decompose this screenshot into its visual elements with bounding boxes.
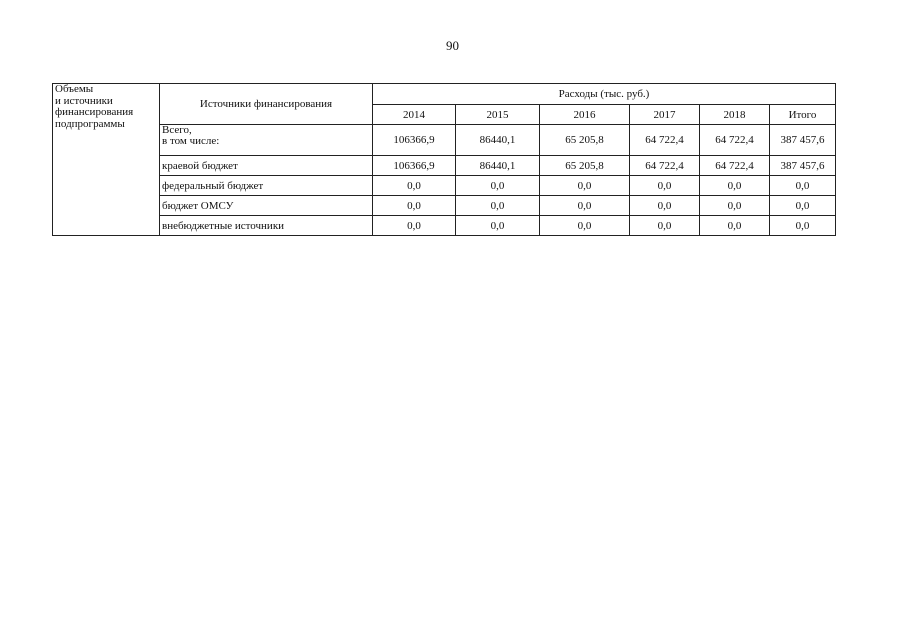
year-header: 2015 <box>456 105 540 125</box>
value-cell: 0,0 <box>700 216 770 236</box>
value-cell: 0,0 <box>630 176 700 196</box>
financing-table <box>52 83 836 236</box>
value-cell: 0,0 <box>540 196 630 216</box>
value-cell: 387 457,6 <box>770 125 836 156</box>
value-cell: 0,0 <box>770 176 836 196</box>
year-header: 2017 <box>630 105 700 125</box>
subprogram-funding-caption <box>53 84 160 236</box>
value-cell: 0,0 <box>770 216 836 236</box>
value-cell: 0,0 <box>540 176 630 196</box>
total-header: Итого <box>770 105 836 125</box>
value-cell: 0,0 <box>456 196 540 216</box>
expenses-header: Расходы (тыс. руб.) <box>373 84 836 105</box>
value-cell: 0,0 <box>700 196 770 216</box>
row-label: внебюджетные источники <box>160 216 373 236</box>
table-row <box>53 125 836 156</box>
table-row <box>53 176 836 196</box>
value-cell: 0,0 <box>373 176 456 196</box>
value-cell: 64 722,4 <box>630 156 700 176</box>
value-cell: 0,0 <box>540 216 630 236</box>
value-cell: 65 205,8 <box>540 125 630 156</box>
table-row <box>53 216 836 236</box>
row-label <box>160 125 373 156</box>
value-cell: 106366,9 <box>373 125 456 156</box>
year-header: 2018 <box>700 105 770 125</box>
year-header: 2014 <box>373 105 456 125</box>
value-cell: 64 722,4 <box>700 125 770 156</box>
caption-text: Объемы и источники финансирования подпрограммы <box>55 83 134 130</box>
value-cell: 86440,1 <box>456 125 540 156</box>
value-cell: 65 205,8 <box>540 156 630 176</box>
page-number: 90 <box>446 38 459 53</box>
value-cell: 64 722,4 <box>700 156 770 176</box>
row-label: краевой бюджет <box>160 156 373 176</box>
value-cell: 0,0 <box>456 176 540 196</box>
row-label: федеральный бюджет <box>160 176 373 196</box>
value-cell: 0,0 <box>630 196 700 216</box>
value-cell: 0,0 <box>456 216 540 236</box>
table-row <box>53 156 836 176</box>
value-cell: 64 722,4 <box>630 125 700 156</box>
value-cell: 0,0 <box>630 216 700 236</box>
year-header: 2016 <box>540 105 630 125</box>
value-cell: 0,0 <box>700 176 770 196</box>
row-label: бюджет ОМСУ <box>160 196 373 216</box>
row-label-text: Всего, в том числе: <box>162 124 220 147</box>
value-cell: 86440,1 <box>456 156 540 176</box>
value-cell: 0,0 <box>770 196 836 216</box>
value-cell: 106366,9 <box>373 156 456 176</box>
value-cell: 387 457,6 <box>770 156 836 176</box>
sources-header: Источники финансирования <box>160 84 373 125</box>
table-row <box>53 196 836 216</box>
value-cell: 0,0 <box>373 216 456 236</box>
value-cell: 0,0 <box>373 196 456 216</box>
